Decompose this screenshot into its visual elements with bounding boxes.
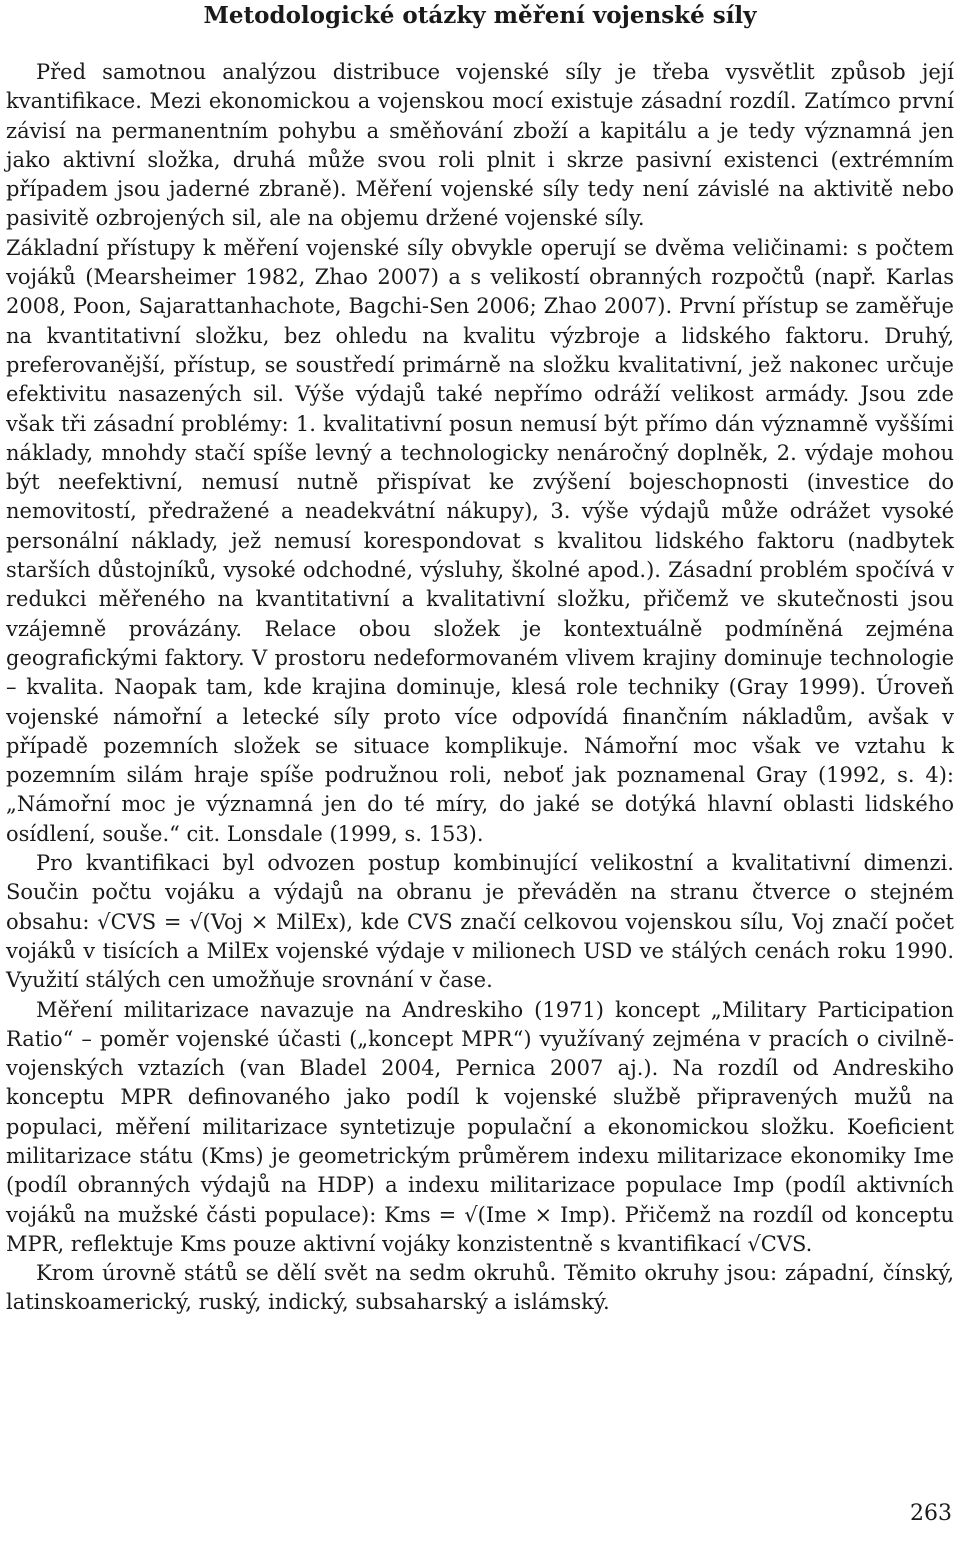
paragraph-3: Pro kvantifikaci byl odvozen postup kombinující velikostní a kvalitativní dimenzi. Součin počtu vojáku a výdajů na obranu je převáděn na stranu čtverce o stejném obsahu: √CVS = √(Voj × MilEx), kde CVS značí celkovou vojenskou sílu, Voj značí počet vojáků v tisících a MilEx vojenské výdaje v milionech USD ve stálých cenách roku 1990. Využití stálých cen umožňuje srovnání v čase. [6,851,954,993]
paragraph-2: Základní přístupy k měření vojenské síly obvykle operují se dvěma veličinami: s počtem vojáků (Mearsheimer 1982, Zhao 2007) a s velikostí obranných rozpočtů (např. Karlas 2008, Poon, Sajarattanhachote, Bagchi-Sen 2006; Zhao 2007). První přístup se zaměřuje na kvantitativní složku, bez ohledu na kvalitu výzbroje a lidského faktoru. Druhý, preferovanější, přístup, se soustředí primárně na složku kvalitativní, jež nakonec určuje efektivitu nasazených sil. Výše výdajů také nepřímo odráží velikost armády. Jsou zde však tři zásadní problémy: 1. kvalitativní posun nemusí být přímo dán významně vyššími náklady, mnohdy stačí spíše levný a technologicky nenáročný doplněk, 2. výdaje mohou být neefektivní, nemusí nutně přispívat ke zvýšení bojeschopnosti (investice do nemovitostí, předražené a neadekvátní nákupy), 3. výše výdajů může odrážet vysoké personální náklady, jež nemusí korespondovat s kvalitou lidského faktoru (nadbytek starších důstojníků, vysoké odchodné, výsluhy, školné apod.). Zásadní problém spočívá v redukci měřeného na kvantitativní a kvalitativní složku, přičemž ve skutečnosti jsou vzájemně provázány. Relace obou složek je kontextuálně podmíněná zejména geografickými faktory. V prostoru nedeformovaném vlivem krajiny dominuje technologie – kvalita. Naopak tam, kde krajina dominuje, klesá role techniky (Gray 1999). Úroveň vojenské námořní a letecké síly proto více odpovídá finančním nákladům, avšak v případě pozemních složek se situace komplikuje. Námořní moc však ve vztahu k pozemním silám hraje spíše podružnou roli, neboť jak poznamenal Gray (1992, s. 4): „Námořní moc je významná jen do té míry, do jaké se dotýká hlavní oblasti lidského osídlení, souše.“ cit. Lonsdale (1999, s. 153). [6,235,954,846]
paragraph-5: Krom úrovně států se dělí svět na sedm okruhů. Těmito okruhy jsou: západní, čínský, latinskoamerický, ruský, indický, subsaharský a islámský. [6,1261,954,1315]
paragraph-1: Před samotnou analýzou distribuce vojenské síly je třeba vysvětlit způsob její kvantifikace. Mezi ekonomickou a vojenskou mocí existuje zásadní rozdíl. Zatímco první závisí na permanentním pohybu a směňování zboží a kapitálu a je tedy významná jen jako aktivní složka, druhá může svou roli plnit i skrze pasivní existenci (extrémním případem jsou jaderné zbraně). Měření vojenské síly tedy není závislé na aktivitě nebo pasivitě ozbrojených sil, ale na objemu držené vojenské síly. [6,60,954,231]
page-number: 263 [910,1501,952,1526]
paragraph-4: Měření militarizace navazuje na Andreskiho (1971) koncept „Military Participation Ratio“ – poměr vojenské účasti („koncept MPR“) využívaný zejména v pracích o civilně-vojenských vztazích (van Bladel 2004, Pernica 2007 aj.). Na rozdíl od Andreskiho konceptu MPR definovaného jako podíl k vojenské službě připravených mužů na populaci, měření militarizace syntetizuje populační a ekonomickou složku. Koeficient militarizace státu (Kms) je geometrickým průměrem indexu militarizace ekonomiky Ime (podíl obranných výdajů na HDP) a indexu militarizace populace Imp (podíl aktivních vojáků na mužské části populace): Kms = √(Ime × Imp). Přičemž na rozdíl od konceptu MPR, reflektuje Kms pouze aktivní vojáky konzistentně s kvantifikací √CVS. [6,997,954,1256]
section-title: Metodologické otázky měření vojenské síly [203,2,757,29]
page-content [6,0,954,1318]
